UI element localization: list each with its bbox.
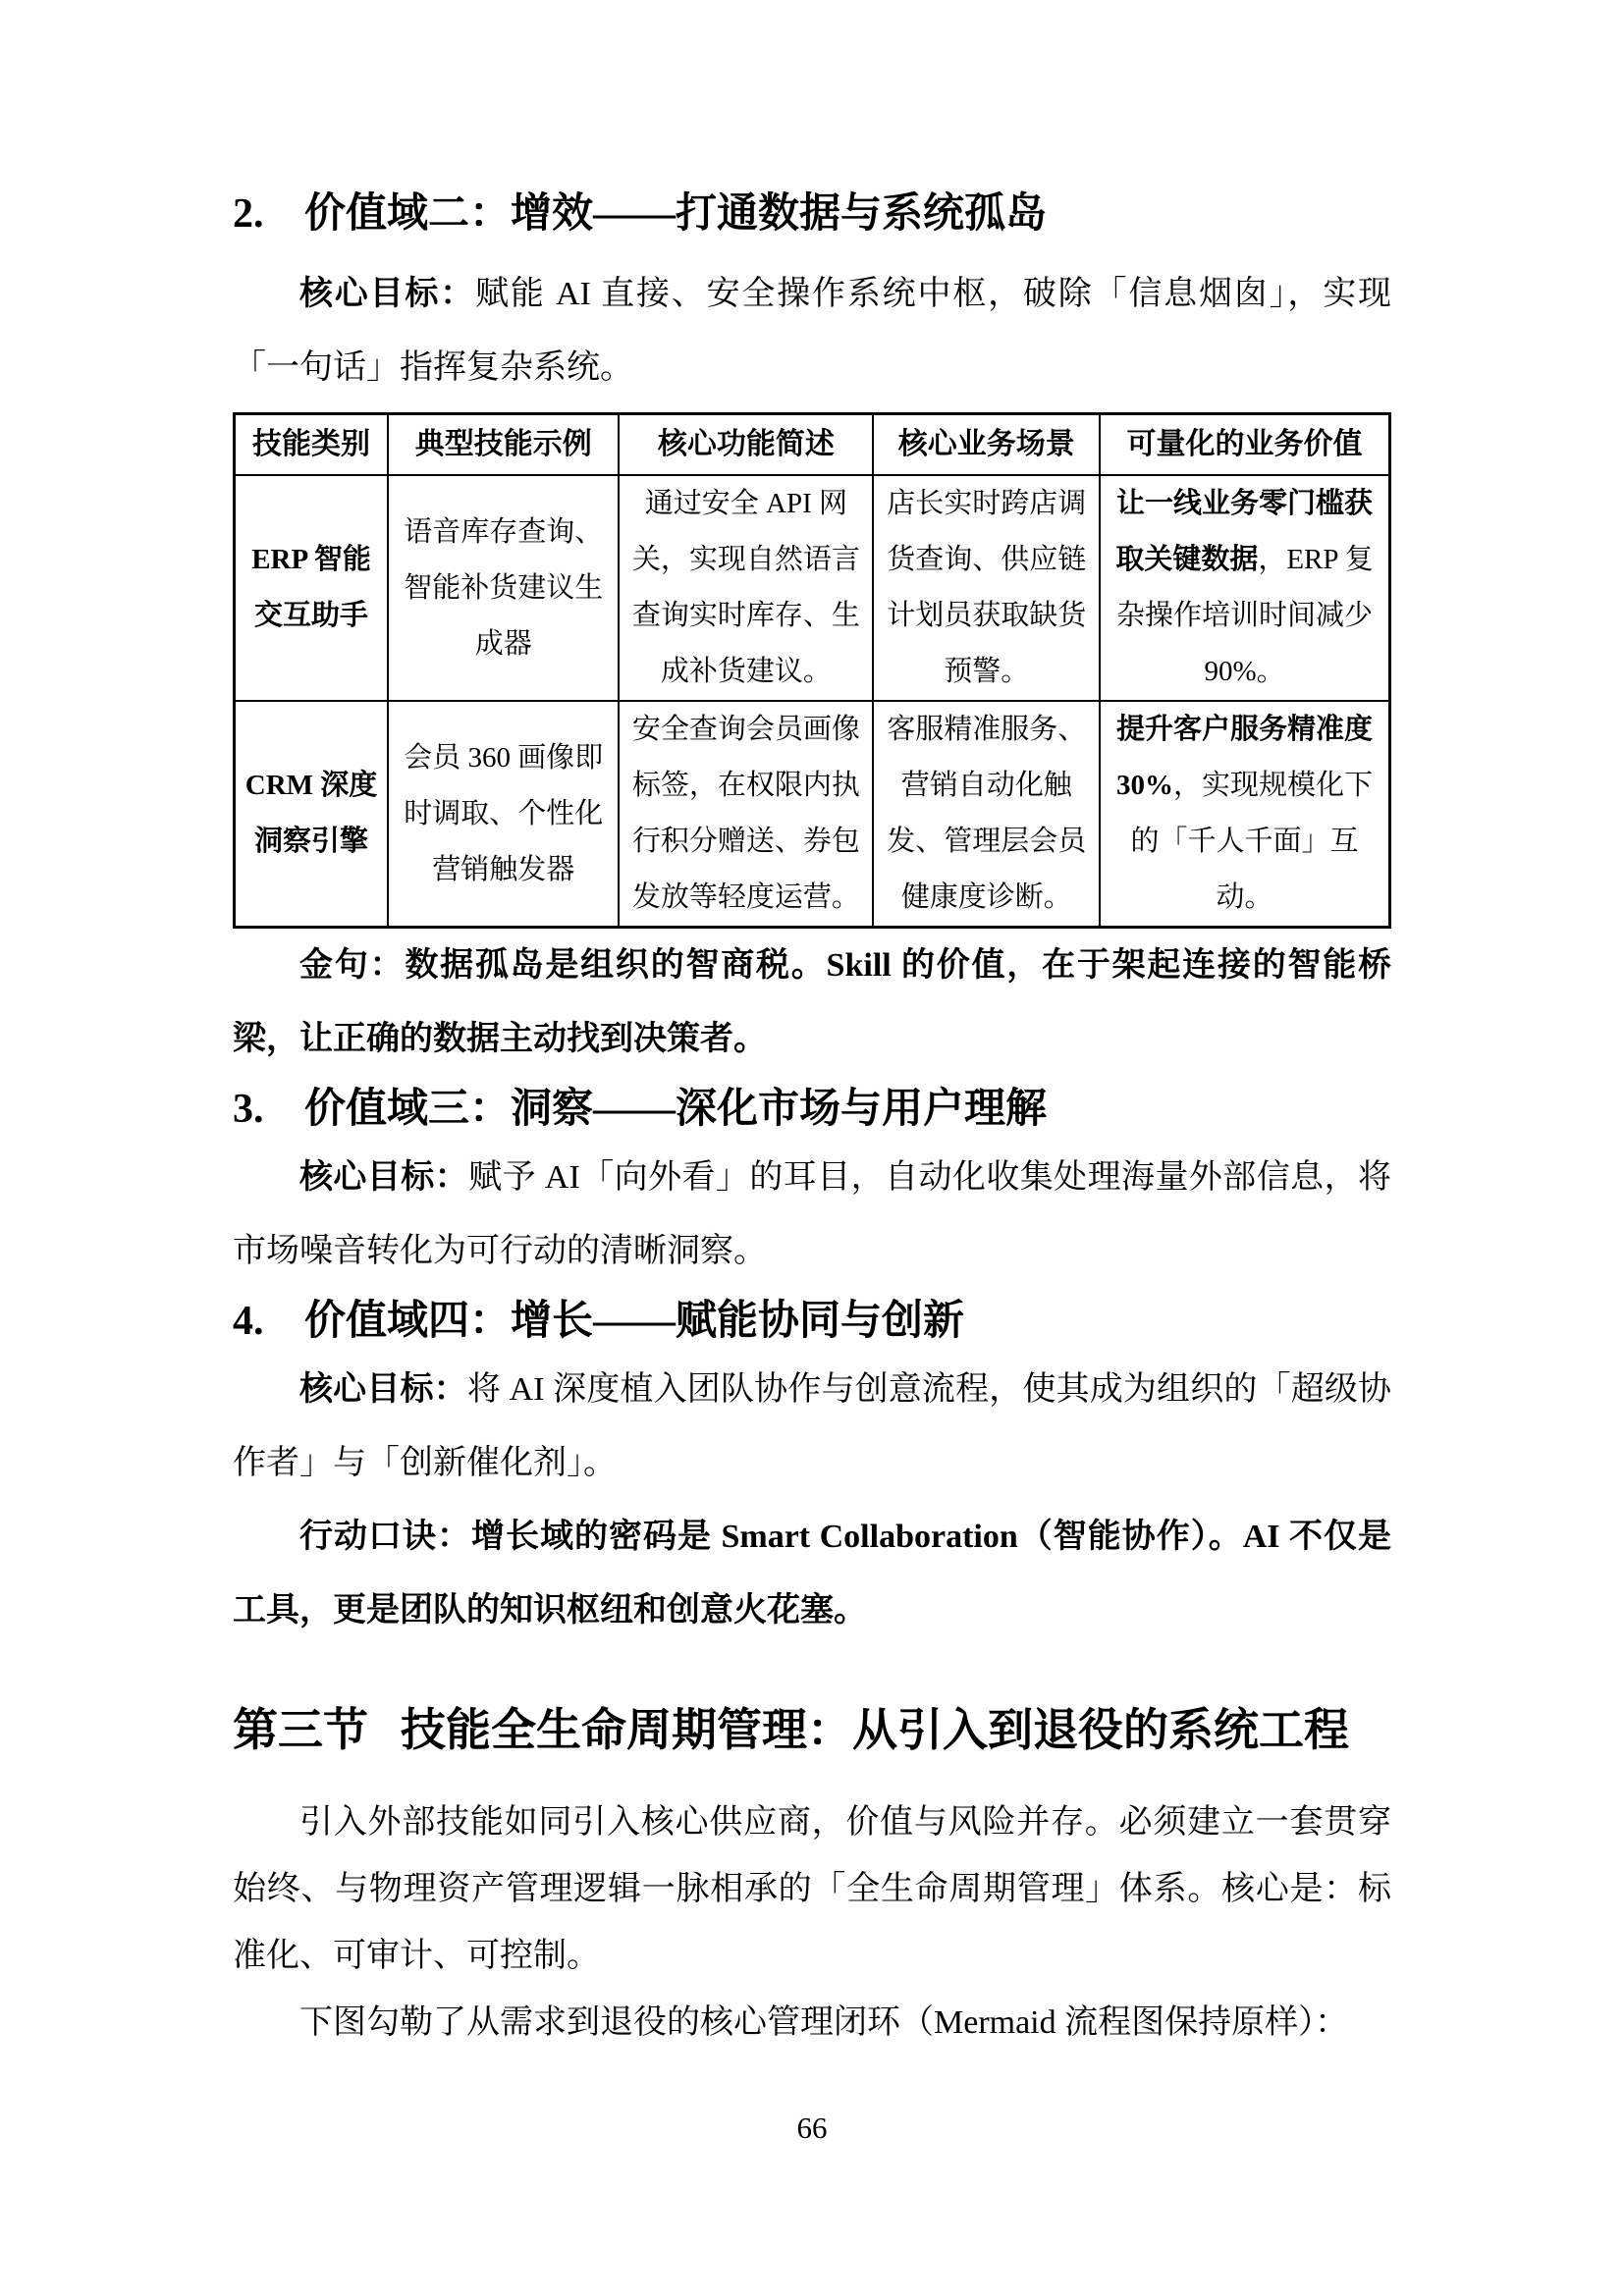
col-header-example: 典型技能示例 [388,414,619,476]
paragraph-label: 核心目标： [299,276,476,312]
heading-number: 4. [233,1299,264,1344]
cell-scenario: 客服精准服务、营销自动化触发、管理层会员健康度诊断。 [873,701,1100,928]
page-content [233,0,1391,2056]
paragraph-text: 引入外部技能如同引入核心供应商，价值与风险并存。必须建立一套贯穿始终、与物理资产管理逻辑一脉相承的「全生命周期管理」体系。核心是：标准化、可审计、可控制。 [233,1804,1391,1974]
cell-function: 通过安全 API 网关，实现自然语言查询实时库存、生成补货建议。 [619,475,873,701]
table-header-row [235,414,1390,476]
paragraph-lifecycle-intro [233,1789,1391,1990]
col-header-function: 核心功能简述 [619,414,873,476]
heading-chapter-3 [233,1702,1391,1759]
chapter-title: 技能全生命周期管理：从引入到退役的系统工程 [401,1705,1349,1755]
cell-example: 语音库存查询、智能补货建议生成器 [388,475,619,701]
paragraph-label: 行动口诀： [299,1519,471,1555]
cell-value-rest: ，实现规模化下的「千人千面」互动。 [1130,770,1374,913]
skills-value-table [233,412,1391,929]
cell-value-bold: 让一线业务零门槛获取关键数据 [1115,488,1374,575]
heading-value-domain-2 [233,188,1391,240]
cell-function: 安全查询会员画像标签，在权限内执行积分赠送、券包发放等轻度运营。 [619,701,873,928]
paragraph-core-goal-4 [233,1353,1391,1500]
col-header-scenario: 核心业务场景 [873,414,1100,476]
paragraph-text: 赋能 AI 直接、安全操作系统中枢，破除「信息烟囱」，实现「一句话」指挥复杂系统。 [233,276,1392,386]
cell-value [1100,475,1389,701]
cell-value [1100,701,1389,928]
heading-number: 2. [233,191,264,237]
page-number: 66 [796,2110,828,2145]
heading-title: 价值域四：增长——赋能协同与创新 [304,1299,965,1344]
chapter-number: 第三节 [233,1705,368,1755]
paragraph-core-goal-2 [233,257,1391,404]
paragraph-text: 将 AI 深度植入团队协作与创意流程，使其成为组织的「超级协作者」与「创新催化剂」。 [233,1371,1392,1481]
heading-value-domain-4 [233,1296,1391,1347]
col-header-value: 可量化的业务价值 [1100,414,1389,476]
cell-category: CRM 深度洞察引擎 [235,701,389,928]
paragraph-label: 核心目标： [299,1371,467,1408]
cell-category: ERP 智能交互助手 [235,475,389,701]
heading-title: 价值域三：洞察——深化市场与用户理解 [304,1087,1048,1132]
paragraph-golden-quote [233,929,1391,1076]
paragraph-label: 金句： [299,947,406,984]
paragraph-text: 增长域的密码是 Smart Collaboration（智能协作）。AI 不仅是工具，更是团队的知识枢纽和创意火花塞。 [233,1519,1392,1629]
paragraph-diagram-note [233,1990,1391,2056]
table-row [235,475,1390,701]
cell-example: 会员 360 画像即时调取、个性化营销触发器 [388,701,619,928]
table-row [235,701,1390,928]
heading-value-domain-3 [233,1084,1391,1135]
cell-value-rest: ，ERP 复杂操作培训时间减少 90%。 [1116,544,1374,687]
col-header-skill-type: 技能类别 [235,414,389,476]
paragraph-text: 数据孤岛是组织的智商税。Skill 的价值，在于架起连接的智能桥梁，让正确的数据主动找到决策者。 [233,947,1392,1057]
heading-number: 3. [233,1087,264,1132]
cell-scenario: 店长实时跨店调货查询、供应链计划员获取缺货预警。 [873,475,1100,701]
paragraph-text: 下图勾勒了从需求到退役的核心管理闭环（Mermaid 流程图保持原样）： [299,2004,1349,2041]
paragraph-core-goal-3 [233,1141,1391,1288]
cell-value-bold: 提升客户服务精准度 30% [1116,714,1374,801]
paragraph-label: 核心目标： [299,1159,469,1196]
heading-title: 价值域二：增效——打通数据与系统孤岛 [304,191,1048,237]
paragraph-text: 赋予 AI「向外看」的耳目，自动化收集处理海量外部信息，将市场噪音转化为可行动的清晰洞察。 [233,1159,1392,1269]
paragraph-action-motto [233,1500,1391,1647]
